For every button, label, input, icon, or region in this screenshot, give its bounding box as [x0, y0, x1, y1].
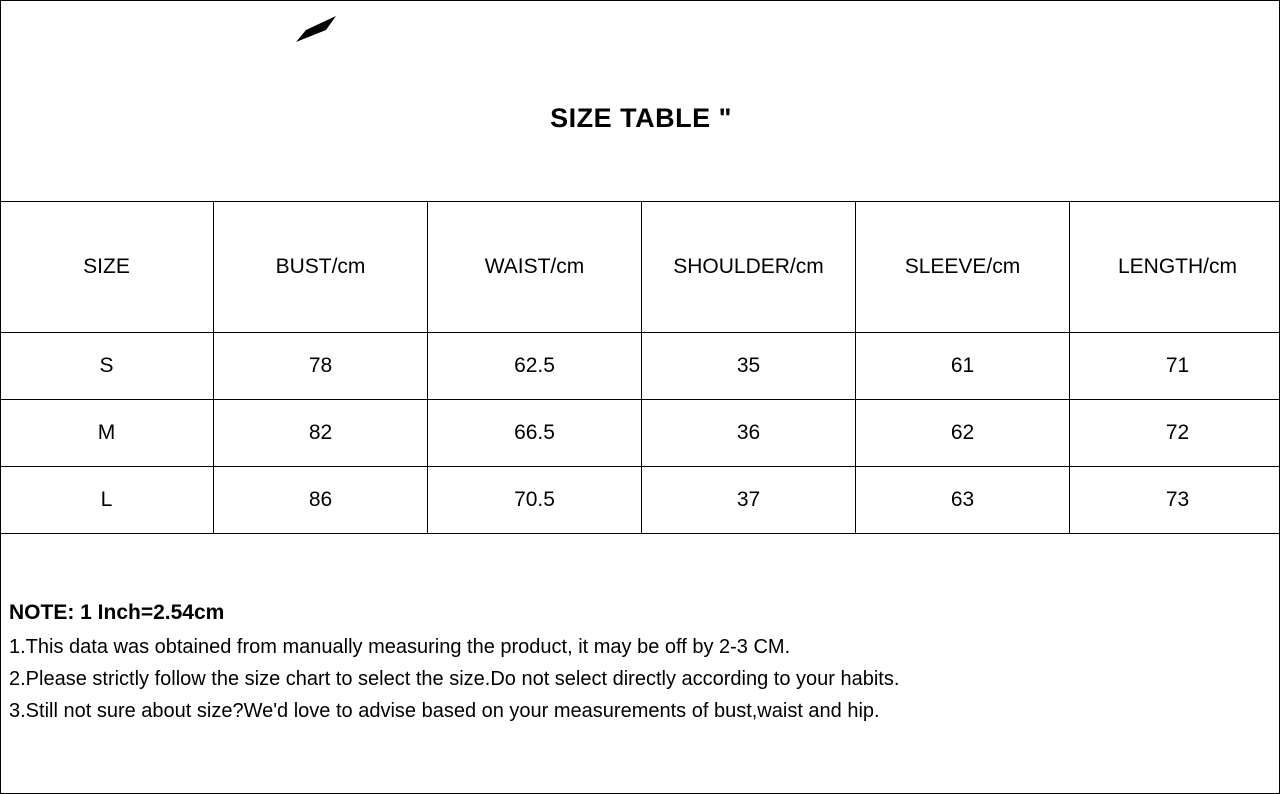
table-header-size: SIZE — [0, 202, 214, 333]
cell-shoulder: 37 — [642, 467, 856, 534]
page-title — [1, 101, 1280, 135]
table-header-length: LENGTH/cm — [1070, 202, 1280, 333]
table-header-waist: WAIST/cm — [428, 202, 642, 333]
cell-size: M — [0, 400, 214, 467]
notes-section — [9, 597, 1273, 727]
table-row — [0, 400, 1280, 467]
note-line-3: 3.Still not sure about size?We'd love to advise based on your measurements of bust,waist and hip. — [9, 700, 880, 722]
cell-length: 72 — [1070, 400, 1280, 467]
table-row — [0, 467, 1280, 534]
table-header-sleeve: SLEEVE/cm — [856, 202, 1070, 333]
cell-sleeve: 63 — [856, 467, 1070, 534]
table-header-shoulder: SHOULDER/cm — [642, 202, 856, 333]
cell-waist: 66.5 — [428, 400, 642, 467]
cell-size: S — [0, 333, 214, 400]
cell-length: 73 — [1070, 467, 1280, 534]
cell-size: L — [0, 467, 214, 534]
cell-sleeve: 61 — [856, 333, 1070, 400]
cell-bust: 78 — [214, 333, 428, 400]
notes-heading: NOTE: 1 Inch=2.54cm — [9, 601, 225, 624]
cell-waist: 62.5 — [428, 333, 642, 400]
cell-sleeve: 62 — [856, 400, 1070, 467]
cell-shoulder: 35 — [642, 333, 856, 400]
brush-stroke-icon — [294, 16, 338, 44]
cell-bust: 86 — [214, 467, 428, 534]
cell-shoulder: 36 — [642, 400, 856, 467]
note-line-1: 1.This data was obtained from manually measuring the product, it may be off by 2-3 CM. — [9, 636, 791, 658]
size-table — [0, 201, 1280, 534]
table-header-row — [0, 202, 1280, 333]
cell-waist: 70.5 — [428, 467, 642, 534]
note-line-2: 2.Please strictly follow the size chart to select the size.Do not select directly according to your habits. — [9, 668, 900, 690]
table-row — [0, 333, 1280, 400]
cell-bust: 82 — [214, 400, 428, 467]
cell-length: 71 — [1070, 333, 1280, 400]
table-header-bust: BUST/cm — [214, 202, 428, 333]
page-title-text: SIZE TABLE " — [550, 103, 732, 133]
